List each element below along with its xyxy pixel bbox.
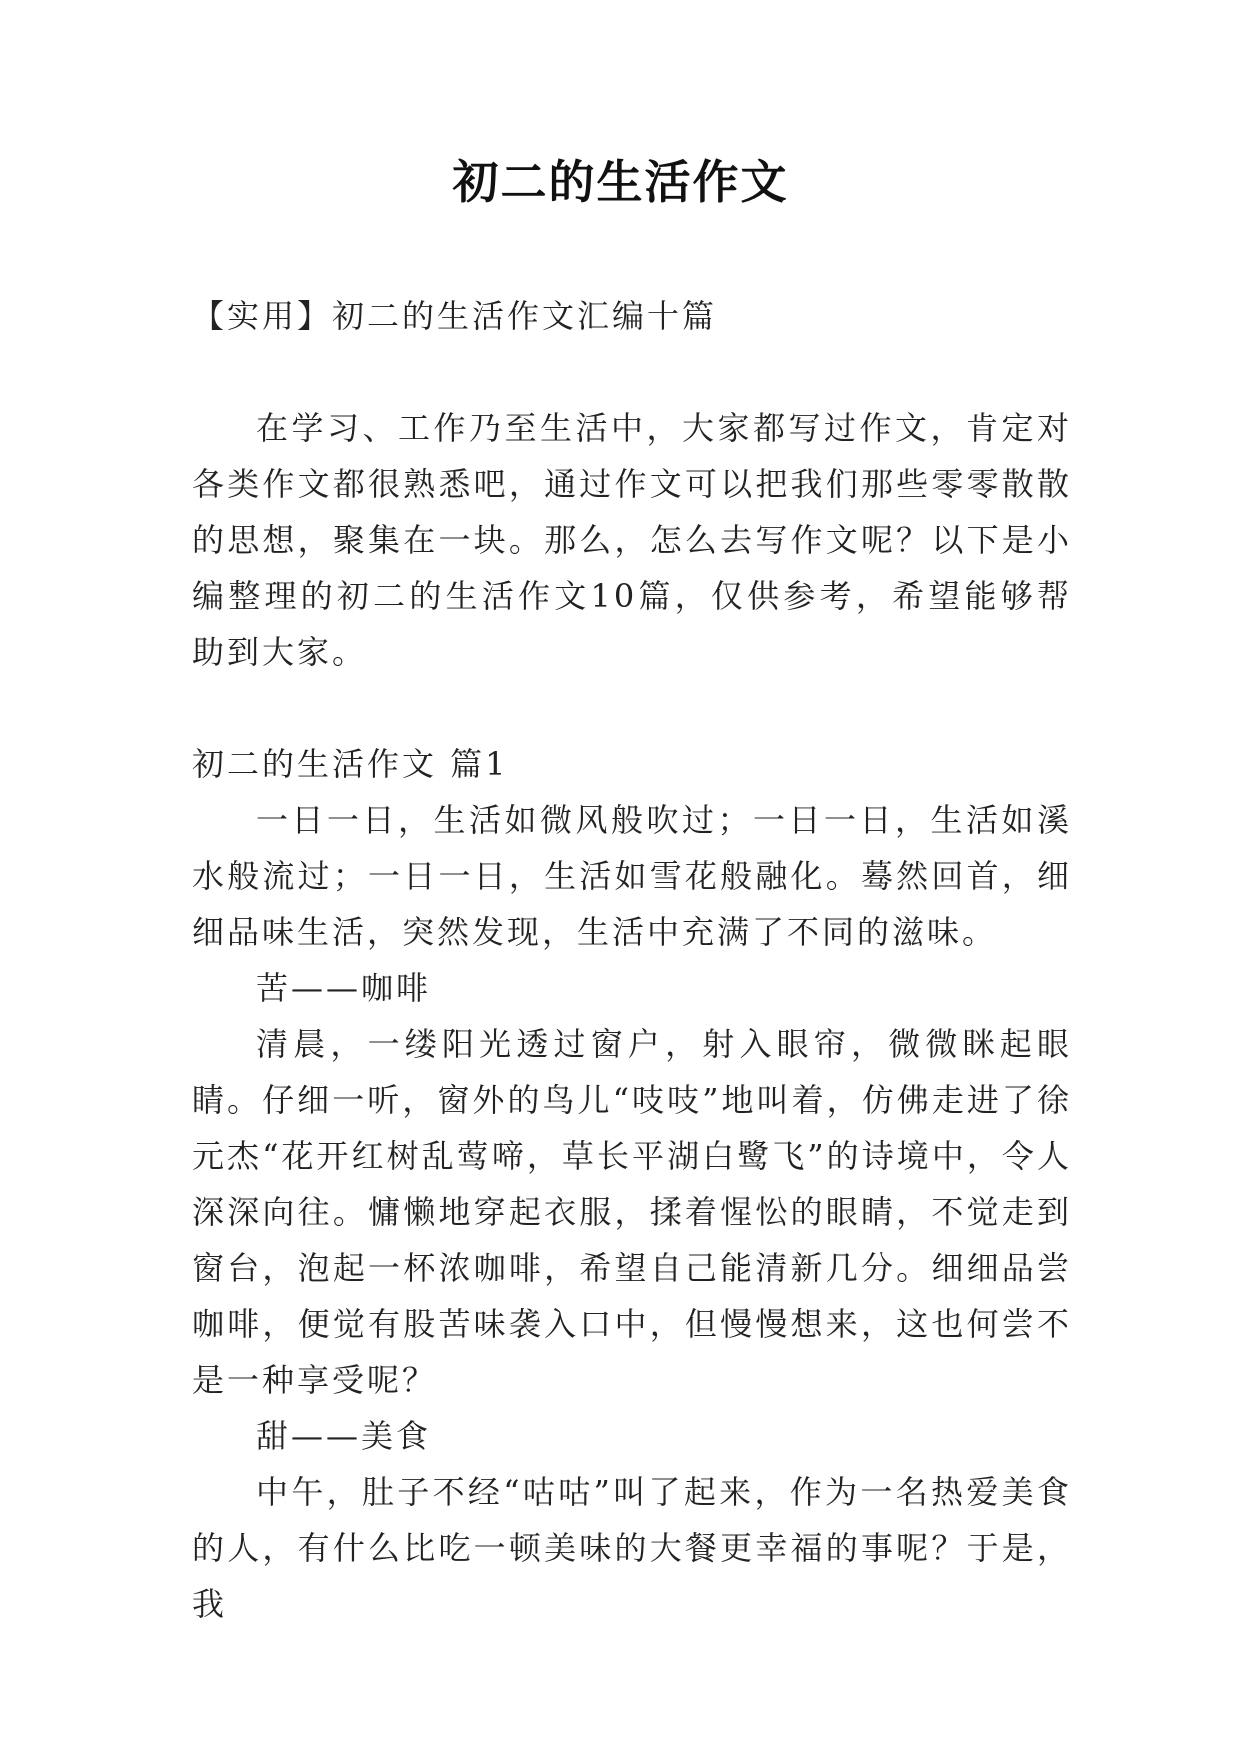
document-body [192, 288, 1072, 1632]
document-subtitle: 【实用】初二的生活作文汇编十篇 [192, 297, 718, 335]
body-paragraph: 中午，肚子不经“咕咕”叫了起来，作为一名热爱美食的人，有什么比吃一顿美味的大餐更幸福的事呢？于是，我 [192, 1473, 1072, 1623]
subheading-sweet: 甜——美食 [256, 1417, 432, 1455]
page-title: 初二的生活作文 [452, 155, 789, 209]
body-paragraph: 一日一日，生活如微风般吹过；一日一日，生活如溪水般流过；一日一日，生活如雪花般融化。蓦然回首，细细品味生活，突然发现，生活中充满了不同的滋味。 [192, 801, 1072, 951]
subheading-bitter: 苦——咖啡 [256, 969, 432, 1007]
intro-paragraph: 在学习、工作乃至生活中，大家都写过作文，肯定对各类作文都很熟悉吧，通过作文可以把我们那些零零散散的思想，聚集在一块。那么，怎么去写作文呢？以下是小编整理的初二的生活作文10篇，仅供参考，希望能够帮助到大家。 [192, 409, 1072, 671]
section-heading: 初二的生活作文 篇1 [192, 745, 509, 783]
body-paragraph: 清晨，一缕阳光透过窗户，射入眼帘，微微眯起眼睛。仔细一听，窗外的鸟儿“吱吱”地叫着，仿佛走进了徐元杰“花开红树乱莺啼，草长平湖白鹭飞”的诗境中，令人深深向往。慵懒地穿起衣服，揉着惺忪的眼睛，不觉走到窗台，泡起一杯浓咖啡，希望自己能清新几分。细细品尝咖啡，便觉有股苦味袭入口中，但慢慢想来，这也何尝不是一种享受呢？ [192, 1025, 1072, 1399]
